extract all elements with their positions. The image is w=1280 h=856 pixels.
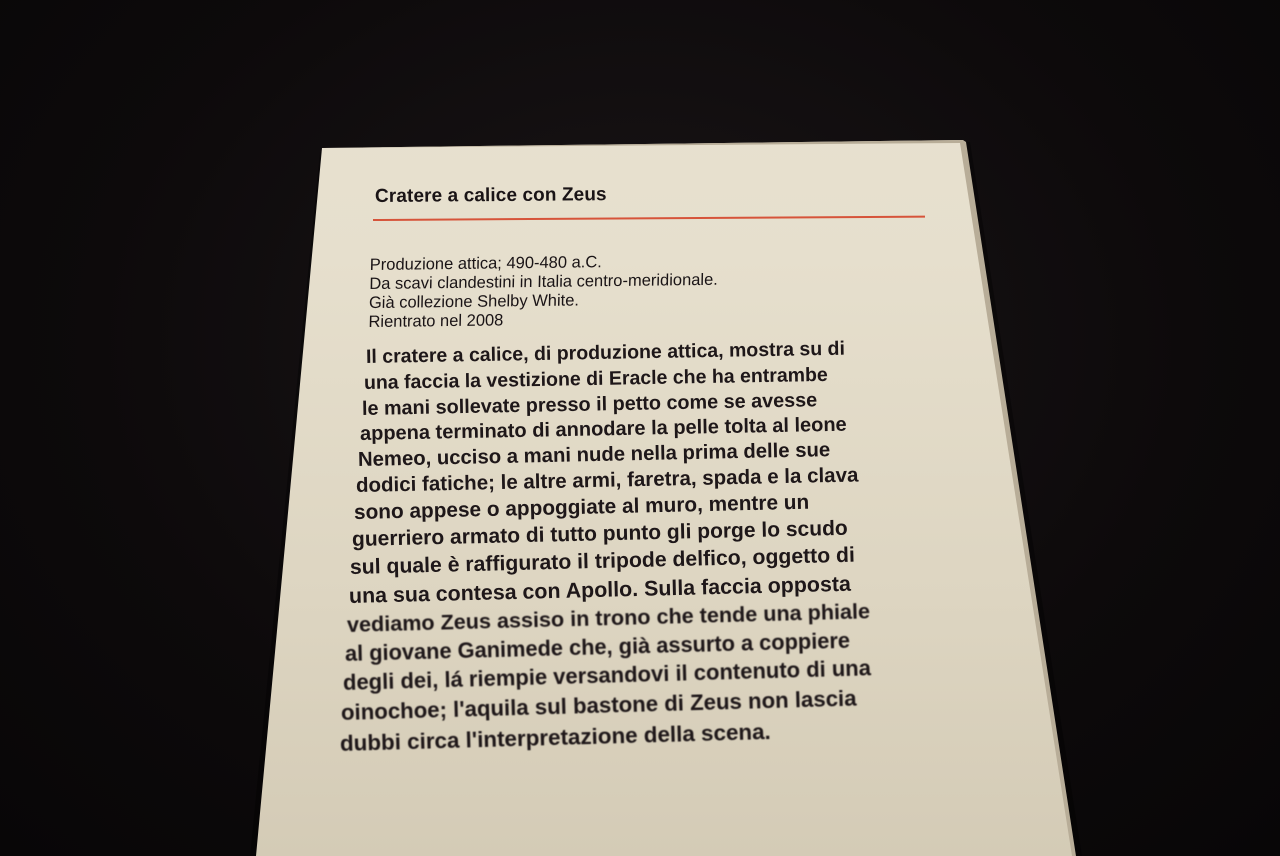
description-line: oinochoe; l'aquila sul bastone di Zeus non lascia bbox=[340, 685, 857, 725]
description-line: dubbi circa l'interpretazione della scena. bbox=[339, 718, 772, 756]
description-line: vediamo Zeus assiso in trono che tende una phiale bbox=[346, 598, 871, 637]
description-line: una faccia la vestizione di Eracle che ha entrambe bbox=[363, 363, 828, 394]
description-line: al giovane Ganimede che, già assurto a coppiere bbox=[344, 627, 851, 666]
title-rule bbox=[373, 216, 925, 221]
description-line: sul quale è raffigurato il tripode delfico, oggetto di bbox=[349, 543, 856, 579]
description-line: degli dei, lá riempie versandovi il contenuto di una bbox=[342, 655, 872, 695]
description-line: guerriero armato di tutto punto gli porge lo scudo bbox=[351, 516, 848, 551]
description-line: dodici fatiche; le altre armi, faretra, spada e la clava bbox=[355, 463, 859, 497]
meta-line: Già collezione Shelby White. bbox=[368, 291, 580, 313]
description-line: sono appese o appoggiate al muro, mentre un bbox=[353, 490, 810, 524]
description-line: una sua contesa con Apollo. Sulla faccia opposta bbox=[348, 571, 852, 608]
meta-line: Da scavi clandestini in Italia centro-meridionale. bbox=[369, 270, 719, 294]
meta-line: Rientrato nel 2008 bbox=[368, 311, 504, 332]
description-line: Il cratere a calice, di produzione attica, mostra su di bbox=[365, 337, 846, 368]
label-title: Cratere a calice con Zeus bbox=[374, 184, 607, 207]
description-line: Nemeo, ucciso a mani nude nella prima delle sue bbox=[357, 439, 831, 471]
description-line: le mani sollevate presso il petto come se avesse bbox=[361, 389, 818, 420]
meta-line: Produzione attica; 490-480 a.C. bbox=[369, 253, 603, 275]
label-metadata bbox=[368, 252, 718, 332]
description-line: appena terminato di annodare la pelle tolta al leone bbox=[359, 413, 847, 445]
